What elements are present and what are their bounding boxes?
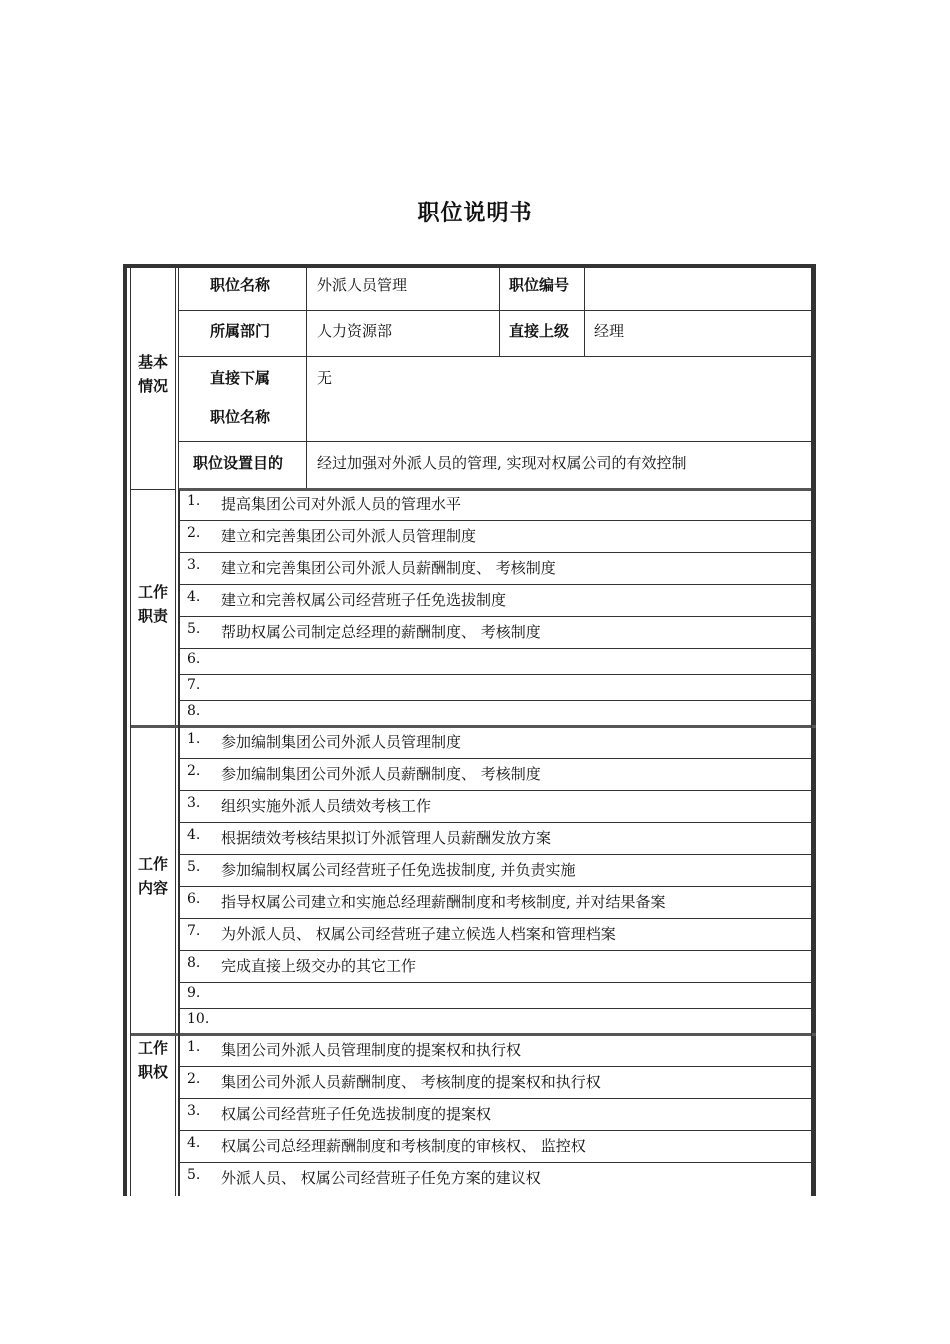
row-divider xyxy=(179,1130,812,1131)
superior-value: 经理 xyxy=(594,322,625,340)
row-divider xyxy=(179,648,812,649)
list-item-number: 5. xyxy=(187,621,201,637)
content-section-label xyxy=(131,852,175,900)
list-item: 根据绩效考核结果拟订外派管理人员薪酬发放方案 xyxy=(221,829,552,847)
table-left-border xyxy=(123,264,127,1196)
basic-label-line-2: 情况 xyxy=(137,377,168,395)
job-description-table xyxy=(123,264,816,1196)
row-divider xyxy=(179,1098,812,1099)
list-item: 权属公司总经理薪酬制度和考核制度的审核权、 监控权 xyxy=(221,1137,586,1155)
cell-divider xyxy=(306,268,307,490)
list-item-number: 4. xyxy=(187,1135,201,1151)
list-item: 建立和完善权属公司经营班子任免选拔制度 xyxy=(221,591,507,609)
list-item: 指导权属公司建立和实施总经理薪酬制度和考核制度, 并对结果备案 xyxy=(221,893,666,911)
subordinate-label-line-2: 职位名称 xyxy=(210,408,271,426)
row-divider xyxy=(179,758,812,759)
page-title: 职位说明书 xyxy=(417,201,533,226)
authority-label-line-1: 工作 xyxy=(137,1039,168,1057)
list-item: 集团公司外派人员管理制度的提案权和执行权 xyxy=(221,1041,522,1059)
table-right-inner-border xyxy=(811,268,812,1196)
label-column-divider-inner xyxy=(178,268,179,490)
list-item-number: 9. xyxy=(187,985,201,1001)
list-item-number: 2. xyxy=(187,525,201,541)
list-item-number: 5. xyxy=(187,859,201,875)
list-item-number: 10. xyxy=(187,1011,210,1027)
section-divider-left xyxy=(131,489,176,490)
basic-label-line-1: 基本 xyxy=(137,353,168,371)
list-item: 帮助权属公司制定总经理的薪酬制度、 考核制度 xyxy=(221,623,541,641)
list-item-number: 3. xyxy=(187,795,201,811)
list-item: 为外派人员、 权属公司经营班子建立候选人档案和管理档案 xyxy=(221,925,616,943)
list-item-number: 3. xyxy=(187,1103,201,1119)
row-divider xyxy=(179,950,812,951)
row-divider xyxy=(179,1162,812,1163)
list-item-number: 5. xyxy=(187,1167,201,1183)
list-item-number: 7. xyxy=(187,923,201,939)
section-divider xyxy=(131,1033,816,1036)
position-name-value: 外派人员管理 xyxy=(317,276,408,294)
list-item-number: 2. xyxy=(187,1071,201,1087)
row-divider xyxy=(179,584,812,585)
content-label-line-2: 内容 xyxy=(137,879,168,897)
row-divider xyxy=(179,441,812,442)
list-item-number: 6. xyxy=(187,651,201,667)
position-code-label: 职位编号 xyxy=(509,276,570,294)
cell-divider xyxy=(499,268,500,357)
superior-label: 直接上级 xyxy=(509,322,570,340)
authority-label-line-2: 职权 xyxy=(137,1063,168,1081)
row-divider xyxy=(179,918,812,919)
duties-section-label xyxy=(131,580,175,628)
duties-label-line-2: 职责 xyxy=(137,607,168,625)
authority-section-label xyxy=(131,1036,175,1084)
list-item-number: 4. xyxy=(187,827,201,843)
list-item-number: 8. xyxy=(187,955,201,971)
list-item: 集团公司外派人员薪酬制度、 考核制度的提案权和执行权 xyxy=(221,1073,601,1091)
label-column-divider xyxy=(175,268,176,1196)
list-item: 参加编制集团公司外派人员薪酬制度、 考核制度 xyxy=(221,765,541,783)
list-item-number: 8. xyxy=(187,703,201,719)
list-item-number: 1. xyxy=(187,731,201,747)
department-value: 人力资源部 xyxy=(317,322,393,340)
list-item: 完成直接上级交办的其它工作 xyxy=(221,957,417,975)
list-item: 权属公司经营班子任免选拔制度的提案权 xyxy=(221,1105,492,1123)
row-divider xyxy=(179,982,812,983)
row-divider xyxy=(179,520,812,521)
subordinate-label-line-1: 直接下属 xyxy=(210,369,271,387)
table-right-border xyxy=(812,264,816,1196)
list-item: 建立和完善集团公司外派人员管理制度 xyxy=(221,527,477,545)
row-divider xyxy=(179,1008,812,1009)
list-item-number: 3. xyxy=(187,557,201,573)
list-item: 参加编制权属公司经营班子任免选拔制度, 并负责实施 xyxy=(221,861,576,879)
position-name-label: 职位名称 xyxy=(210,276,271,294)
list-item-number: 7. xyxy=(187,677,201,693)
table-top-border xyxy=(123,264,816,268)
content-label-line-1: 工作 xyxy=(137,855,168,873)
list-item: 组织实施外派人员绩效考核工作 xyxy=(221,797,432,815)
section-divider xyxy=(131,725,816,728)
row-divider xyxy=(179,822,812,823)
list-item-number: 6. xyxy=(187,891,201,907)
row-divider xyxy=(179,886,812,887)
row-divider xyxy=(179,310,812,311)
list-item: 提高集团公司对外派人员的管理水平 xyxy=(221,495,462,513)
list-item: 建立和完善集团公司外派人员薪酬制度、 考核制度 xyxy=(221,559,556,577)
subordinate-value: 无 xyxy=(317,369,333,387)
row-divider xyxy=(179,356,812,357)
purpose-value: 经过加强对外派人员的管理, 实现对权属公司的有效控制 xyxy=(317,454,687,472)
row-divider xyxy=(179,616,812,617)
row-divider xyxy=(179,674,812,675)
row-divider xyxy=(179,700,812,701)
row-divider xyxy=(179,1066,812,1067)
row-divider xyxy=(179,552,812,553)
list-item-number: 1. xyxy=(187,493,201,509)
department-label: 所属部门 xyxy=(210,322,271,340)
section-divider xyxy=(179,488,812,491)
list-item: 参加编制集团公司外派人员管理制度 xyxy=(221,733,462,751)
row-divider xyxy=(179,790,812,791)
list-item-number: 4. xyxy=(187,589,201,605)
list-item: 外派人员、 权属公司经营班子任免方案的建议权 xyxy=(221,1169,541,1187)
number-column-border xyxy=(178,490,180,1196)
purpose-label: 职位设置目的 xyxy=(193,454,284,472)
cell-divider xyxy=(584,268,585,357)
list-item-number: 1. xyxy=(187,1039,201,1055)
duties-label-line-1: 工作 xyxy=(137,583,168,601)
row-divider xyxy=(179,854,812,855)
list-item-number: 2. xyxy=(187,763,201,779)
basic-section-label xyxy=(131,350,175,398)
